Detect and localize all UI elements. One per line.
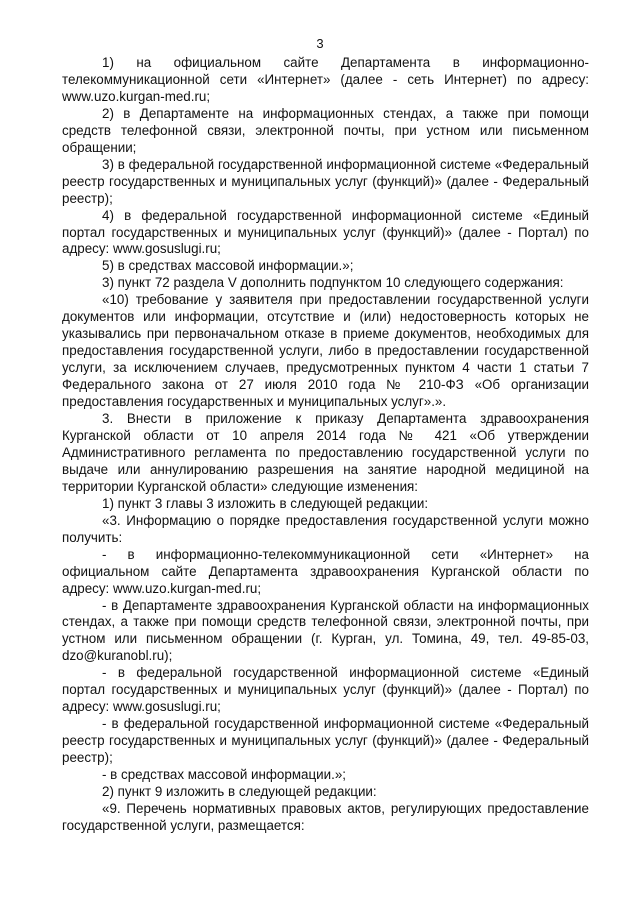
paragraph-info-portal: 4) в федеральной государственной информационной системе «Единый портал государственных и муниципальных услуг (функций)» (далее - Портал) по адресу: www.gosuslugi.ru; [62,207,589,257]
paragraph-item-9-text: «9. Перечень нормативных правовых актов, регулирующих предоставление государственной услуги, размещается: [62,800,589,833]
paragraph-item-3-edit: 1) пункт 3 главы 3 изложить в следующей редакции: [102,495,429,511]
paragraph-dash-portal: - в федеральной государственной информационной системе «Единый портал государственных и муниципальных услуг (функций)» (далее - Портал) по адресу: www.gosuslugi.ru; [62,665,589,715]
document-body [62,55,589,835]
paragraph-dash-department: - в Департаменте здравоохранения Курганской области на информационных стендах, а также при помощи средств телефонной связи, электронной почты, при устном или письменном обращении (г. Курган, ул. Томина, 49, тел. 49-85-03, dzo@kuranobl.ru); [62,597,589,664]
paragraph-item-9-edit: 2) пункт 9 изложить в следующей редакции: [102,783,377,799]
paragraph-info-media: 5) в средствах массовой информации.»; [102,258,354,274]
paragraph-dash-internet: - в информационно-телекоммуникационной сети «Интернет» на официальном сайте Департамента здравоохранения Курганской области по адресу: www.uzo.kurgan-med.ru; [62,546,589,596]
paragraph-dash-media: - в средствах массовой информации.»; [102,767,346,783]
page-number: 3 [316,36,324,51]
paragraph-info-site: 1) на официальном сайте Департамента в информационно-телекоммуникационной сети «Интернет» (далее - сеть Интернет) по адресу: www.uzo.kurgan-med.ru; [62,55,589,104]
paragraph-subitem-10: «10) требование у заявителя при предоставлении государственной услуги документов или информации, отсутствие и (или) недостоверность которых не указывались при первоначальном отказе в приеме документов, необходимых для предоставления государственной услуги, либо в предоставлении государственной услуги, за исключением случаев, предусмотренных пунктом 4 части 1 статьи 7 Федерального закона от 27 июля 2010 года № 210-ФЗ «Об организации предоставления государственных и муниципальных услуг».». [62,292,589,410]
paragraph-dash-federal-registry: - в федеральной государственной информационной системе «Федеральный реестр государственных и муниципальных услуг (функций)» (далее - Федеральный реестр); [62,716,589,766]
paragraph-info-federal-registry: 3) в федеральной государственной информационной системе «Федеральный реестр государственных и муниципальных услуг (функций)» (далее - Федеральный реестр); [62,156,589,206]
paragraph-item-72-amendment: 3) пункт 72 раздела V дополнить подпунктом 10 следующего содержания: [102,275,564,291]
paragraph-section-3-changes: 3. Внести в приложение к приказу Департамента здравоохранения Курганской области от 10 апреля 2014 года № 421 «Об утверждении Административного регламента по предоставлению государственной услуги по выдаче или аннулированию разрешения на занятие народной медициной на территории Курганской области» следующие изменения: [62,411,589,494]
paragraph-item-3-text: «3. Информацию о порядке предоставления государственной услуги можно получить: [62,512,589,545]
paragraph-info-stands: 2) в Департаменте на информационных стендах, а также при помощи средств телефонной связи, электронной почты, при устном или письменном обращении; [62,105,589,155]
